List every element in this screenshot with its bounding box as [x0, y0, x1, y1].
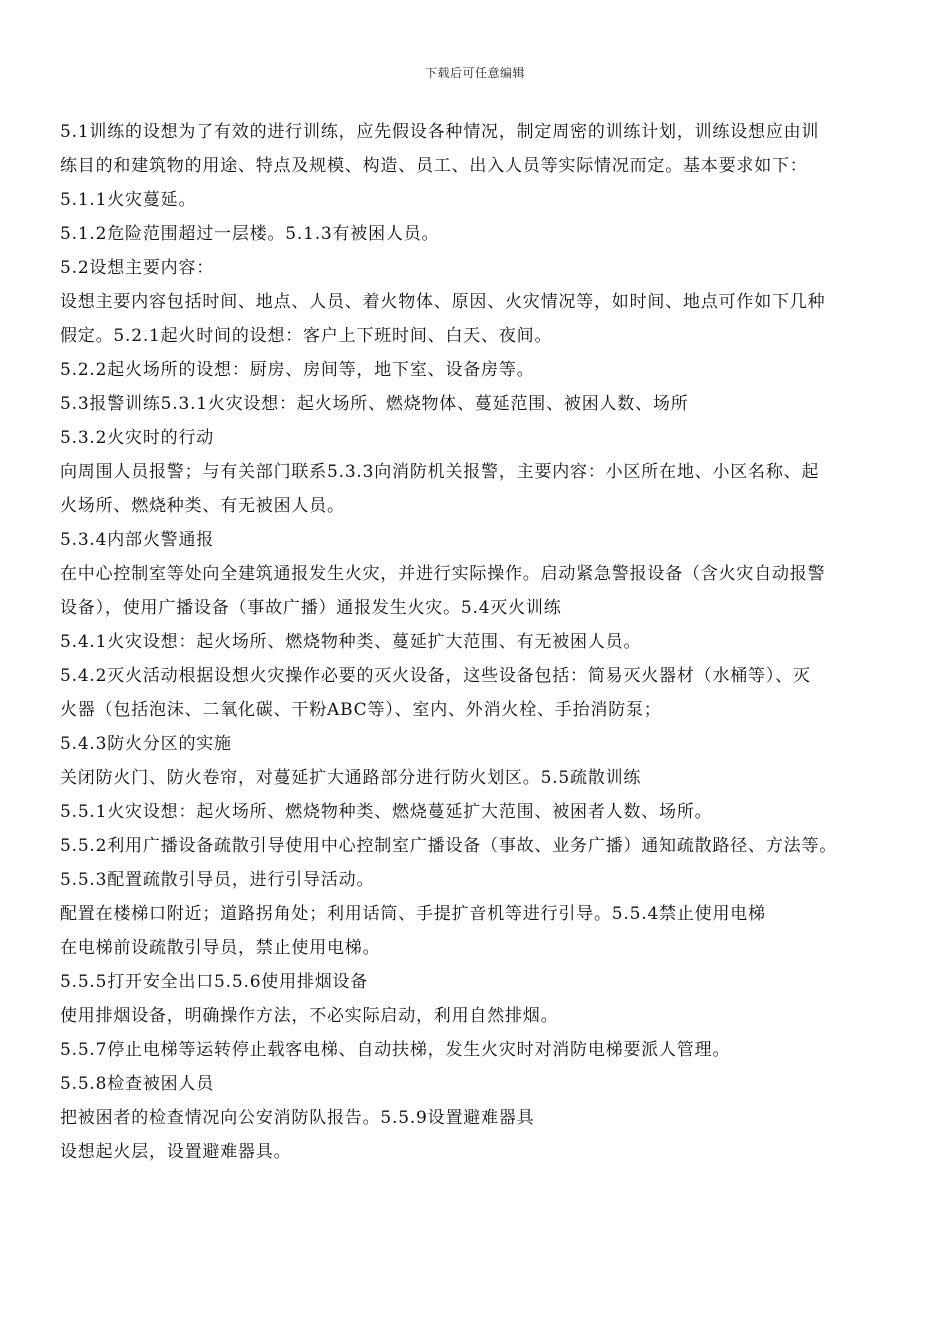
paragraph-line: 火器（包括泡沫、二氧化碳、干粉ABC等）、室内、外消火栓、手抬消防泵；	[60, 700, 662, 720]
paragraph-line: 5.4.3防火分区的实施	[60, 734, 232, 754]
paragraph-line: 5.1.1火灾蔓延。	[60, 190, 197, 210]
paragraph-line: 5.5.7停止电梯等运转停止载客电梯、自动扶梯，发生火灾时对消防电梯要派人管理。	[60, 1040, 731, 1060]
paragraph-line: 在电梯前设疏散引导员，禁止使用电梯。	[60, 938, 381, 958]
paragraph-line: 5.3报警训练5.3.1火灾设想：起火场所、燃烧物体、蔓延范围、被困人数、场所	[60, 394, 689, 414]
paragraph-line: 设备），使用广播设备（事故广播）通报发生火灾。5.4灭火训练	[60, 598, 562, 618]
paragraph-line: 在中心控制室等处向全建筑通报发生火灾，并进行实际操作。启动紧急警报设备（含火灾自动报警	[60, 564, 826, 584]
document-body	[60, 118, 900, 1172]
paragraph-line: 向周围人员报警；与有关部门联系5.3.3向消防机关报警，主要内容：小区所在地、小区名称、起	[60, 462, 820, 482]
paragraph-line: 5.3.2火灾时的行动	[60, 428, 215, 448]
paragraph-line: 假定。5.2.1起火时间的设想：客户上下班时间、白天、夜间。	[60, 326, 553, 346]
paragraph-line: 练目的和建筑物的用途、特点及规模、构造、员工、出入人员等实际情况而定。基本要求如下：	[60, 156, 808, 176]
paragraph-line: 5.5.3配置疏散引导员，进行引导活动。	[60, 870, 375, 890]
paragraph-line: 5.2设想主要内容：	[60, 258, 215, 278]
paragraph-line: 5.5.2利用广播设备疏散引导使用中心控制室广播设备（事故、业务广播）通知疏散路径、方法等。	[60, 836, 838, 856]
paragraph-line: 火场所、燃烧种类、有无被困人员。	[60, 496, 345, 516]
paragraph-line: 设想起火层，设置避难器具。	[60, 1142, 292, 1162]
paragraph-line: 关闭防火门、防火卷帘，对蔓延扩大通路部分进行防火划区。5.5疏散训练	[60, 768, 642, 788]
paragraph-line: 使用排烟设备，明确操作方法，不必实际启动，利用自然排烟。	[60, 1006, 559, 1026]
paragraph-line: 5.1训练的设想为了有效的进行训练，应先假设各种情况，制定周密的训练计划，训练设想应由训	[60, 122, 820, 142]
paragraph-line: 5.5.5打开安全出口5.5.6使用排烟设备	[60, 972, 369, 992]
page-header-note: 下载后可任意编辑	[424, 66, 525, 80]
paragraph-line: 5.3.4内部火警通报	[60, 530, 215, 550]
paragraph-line: 配置在楼梯口附近；道路拐角处；利用话筒、手提扩音机等进行引导。5.5.4禁止使用电梯	[60, 904, 766, 924]
paragraph-line: 5.1.2危险范围超过一层楼。5.1.3有被困人员。	[60, 224, 440, 244]
paragraph-line: 5.2.2起火场所的设想：厨房、房间等，地下室、设备房等。	[60, 360, 535, 380]
paragraph-line: 设想主要内容包括时间、地点、人员、着火物体、原因、火灾情况等，如时间、地点可作如下几种	[60, 292, 826, 312]
paragraph-line: 5.4.1火灾设想：起火场所、燃烧物种类、蔓延扩大范围、有无被困人员。	[60, 632, 642, 652]
paragraph-line: 5.5.8检查被困人员	[60, 1074, 215, 1094]
paragraph-line: 5.5.1火灾设想：起火场所、燃烧物种类、燃烧蔓延扩大范围、被困者人数、场所。	[60, 802, 713, 822]
paragraph-line: 5.4.2灭火活动根据设想火灾操作必要的灭火设备，这些设备包括：简易灭火器材（水桶等）、灭	[60, 666, 811, 686]
paragraph-line: 把被困者的检查情况向公安消防队报告。5.5.9设置避难器具	[60, 1108, 535, 1128]
